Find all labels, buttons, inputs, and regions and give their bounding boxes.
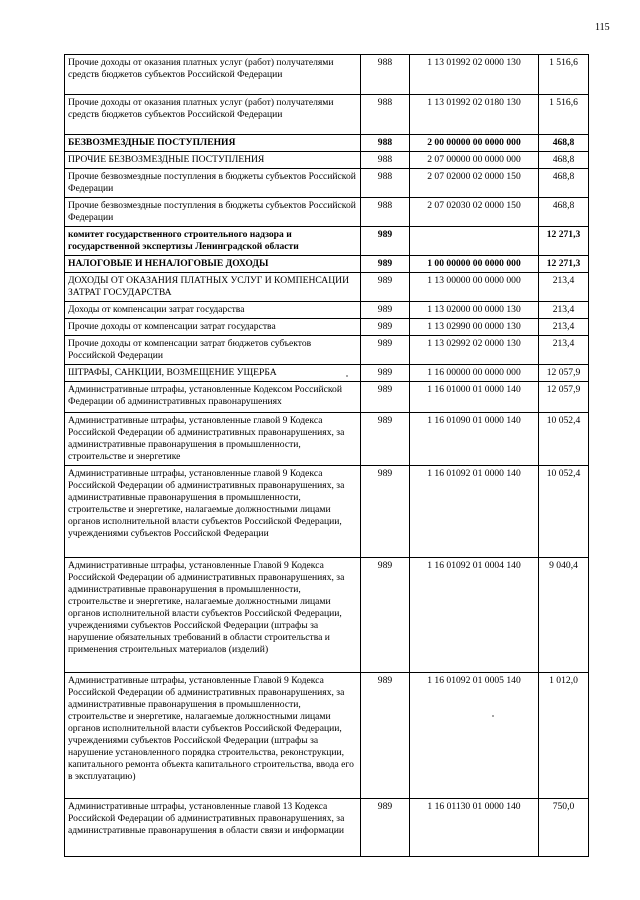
row-name-cell: ПРОЧИЕ БЕЗВОЗМЕЗДНЫЕ ПОСТУПЛЕНИЯ xyxy=(65,152,361,169)
row-sum-cell: 1 516,6 xyxy=(539,95,589,135)
table-row xyxy=(65,336,589,365)
row-name-cell: БЕЗВОЗМЕЗДНЫЕ ПОСТУПЛЕНИЯ xyxy=(65,135,361,152)
row-budget-code-cell: 1 13 02990 00 0000 130 xyxy=(410,319,539,336)
row-admin-code-cell: 989 xyxy=(361,336,410,365)
row-sum-cell: 468,8 xyxy=(539,152,589,169)
table-row xyxy=(65,55,589,95)
row-admin-code-cell: 989 xyxy=(361,256,410,273)
row-admin-code-cell: 989 xyxy=(361,799,410,857)
row-budget-code-cell: 1 16 01092 01 0004 140 xyxy=(410,558,539,673)
row-sum-cell: 468,8 xyxy=(539,135,589,152)
row-admin-code-cell: 989 xyxy=(361,558,410,673)
revenue-table xyxy=(64,54,589,857)
table-row xyxy=(65,302,589,319)
row-name-cell: ШТРАФЫ, САНКЦИИ, ВОЗМЕЩЕНИЕ УЩЕРБА xyxy=(65,365,361,382)
row-name-cell: Административные штрафы, установленные главой 9 Кодекса Российской Федерации об административных правонарушениях, за административные правонарушения в промышленности, строительстве и энергетике, налагаемые должностными лицами органов исполнительной власти субъектов Российской Федерации, учреждениями субъектов Российской Федерации xyxy=(65,466,361,558)
row-budget-code-cell: 2 07 02000 02 0000 150 xyxy=(410,169,539,198)
row-budget-code-cell: 1 13 02992 02 0000 130 xyxy=(410,336,539,365)
row-sum-cell: 10 052,4 xyxy=(539,413,589,466)
table-row xyxy=(65,365,589,382)
row-name-cell: Доходы от компенсации затрат государства xyxy=(65,302,361,319)
row-name-cell: НАЛОГОВЫЕ И НЕНАЛОГОВЫЕ ДОХОДЫ xyxy=(65,256,361,273)
row-admin-code-cell: 988 xyxy=(361,95,410,135)
scan-speck xyxy=(346,375,348,377)
row-budget-code-cell: 2 07 00000 00 0000 000 xyxy=(410,152,539,169)
row-budget-code-cell: 1 13 02000 00 0000 130 xyxy=(410,302,539,319)
row-sum-cell: 213,4 xyxy=(539,319,589,336)
row-admin-code-cell: 989 xyxy=(361,227,410,256)
table-row xyxy=(65,95,589,135)
table-row xyxy=(65,673,589,799)
row-admin-code-cell: 989 xyxy=(361,413,410,466)
table-row xyxy=(65,382,589,413)
row-name-cell: комитет государственного строительного надзора и государственной экспертизы Ленинградской области xyxy=(65,227,361,256)
row-name-cell: Административные штрафы, установленные Главой 9 Кодекса Российской Федерации об административных правонарушениях, за административные правонарушения в промышленности, строительстве и энергетике, налагаемые должностными лицами органов исполнительной власти субъектов Российской Федерации, учреждениями субъектов Российской Федерации (штрафы за нарушение обязательных требований в области строительства и применения строительных материалов (изделий) xyxy=(65,558,361,673)
row-sum-cell: 213,4 xyxy=(539,336,589,365)
table-row xyxy=(65,135,589,152)
row-sum-cell: 10 052,4 xyxy=(539,466,589,558)
row-budget-code-cell: 1 16 01130 01 0000 140 xyxy=(410,799,539,857)
row-sum-cell: 213,4 xyxy=(539,302,589,319)
row-name-cell: Прочие доходы от компенсации затрат бюджетов субъектов Российской Федерации xyxy=(65,336,361,365)
row-budget-code-cell: 1 00 00000 00 0000 000 xyxy=(410,256,539,273)
row-admin-code-cell: 988 xyxy=(361,198,410,227)
row-sum-cell: 213,4 xyxy=(539,273,589,302)
row-admin-code-cell: 989 xyxy=(361,302,410,319)
row-admin-code-cell: 988 xyxy=(361,169,410,198)
row-name-cell: ДОХОДЫ ОТ ОКАЗАНИЯ ПЛАТНЫХ УСЛУГ И КОМПЕНСАЦИИ ЗАТРАТ ГОСУДАРСТВА xyxy=(65,273,361,302)
row-budget-code-cell: 1 16 01092 01 0000 140 xyxy=(410,466,539,558)
table-row xyxy=(65,256,589,273)
row-budget-code-cell: 1 13 00000 00 0000 000 xyxy=(410,273,539,302)
table-row xyxy=(65,466,589,558)
row-admin-code-cell: 989 xyxy=(361,466,410,558)
row-admin-code-cell: 989 xyxy=(361,319,410,336)
row-sum-cell: 468,8 xyxy=(539,169,589,198)
row-sum-cell: 12 057,9 xyxy=(539,365,589,382)
table-row xyxy=(65,319,589,336)
row-budget-code-cell xyxy=(410,227,539,256)
row-budget-code-cell: 1 16 01090 01 0000 140 xyxy=(410,413,539,466)
row-admin-code-cell: 989 xyxy=(361,273,410,302)
row-admin-code-cell: 988 xyxy=(361,152,410,169)
row-budget-code-cell: 1 16 00000 00 0000 000 xyxy=(410,365,539,382)
row-sum-cell: 750,0 xyxy=(539,799,589,857)
row-name-cell: Прочие доходы от оказания платных услуг (работ) получателями средств бюджетов субъектов Российской Федерации xyxy=(65,55,361,95)
row-name-cell: Прочие доходы от компенсации затрат государства xyxy=(65,319,361,336)
row-budget-code-cell: 1 16 01092 01 0005 140 xyxy=(410,673,539,799)
table-row xyxy=(65,227,589,256)
row-budget-code-cell: 1 16 01000 01 0000 140 xyxy=(410,382,539,413)
row-budget-code-cell: 2 00 00000 00 0000 000 xyxy=(410,135,539,152)
row-admin-code-cell: 989 xyxy=(361,365,410,382)
row-budget-code-cell: 2 07 02030 02 0000 150 xyxy=(410,198,539,227)
row-sum-cell: 1 012,0 xyxy=(539,673,589,799)
row-sum-cell: 1 516,6 xyxy=(539,55,589,95)
table-row xyxy=(65,799,589,857)
row-admin-code-cell: 989 xyxy=(361,382,410,413)
row-sum-cell: 12 271,3 xyxy=(539,227,589,256)
row-admin-code-cell: 988 xyxy=(361,135,410,152)
row-budget-code-cell: 1 13 01992 02 0180 130 xyxy=(410,95,539,135)
row-name-cell: Прочие безвозмездные поступления в бюджеты субъектов Российской Федерации xyxy=(65,169,361,198)
table-row xyxy=(65,198,589,227)
row-sum-cell: 12 271,3 xyxy=(539,256,589,273)
row-name-cell: Прочие доходы от оказания платных услуг (работ) получателями средств бюджетов субъектов Российской Федерации xyxy=(65,95,361,135)
row-name-cell: Административные штрафы, установленные главой 9 Кодекса Российской Федерации об административных правонарушениях, за административные правонарушения в промышленности, строительстве и энергетике xyxy=(65,413,361,466)
table-row xyxy=(65,413,589,466)
page-number: 115 xyxy=(595,22,610,33)
table-row xyxy=(65,169,589,198)
row-name-cell: Административные штрафы, установленные главой 13 Кодекса Российской Федерации об административных правонарушениях, за административные правонарушения в области связи и информации xyxy=(65,799,361,857)
scan-speck xyxy=(492,715,494,717)
row-name-cell: Административные штрафы, установленные Кодексом Российской Федерации об административных правонарушениях xyxy=(65,382,361,413)
row-budget-code-cell: 1 13 01992 02 0000 130 xyxy=(410,55,539,95)
table-row xyxy=(65,152,589,169)
row-admin-code-cell: 988 xyxy=(361,55,410,95)
row-sum-cell: 12 057,9 xyxy=(539,382,589,413)
row-name-cell: Прочие безвозмездные поступления в бюджеты субъектов Российской Федерации xyxy=(65,198,361,227)
row-admin-code-cell: 989 xyxy=(361,673,410,799)
row-sum-cell: 9 040,4 xyxy=(539,558,589,673)
table-row xyxy=(65,273,589,302)
row-name-cell: Административные штрафы, установленные Главой 9 Кодекса Российской Федерации об административных правонарушениях, за административные правонарушения в промышленности, строительстве и энергетике, налагаемые должностными лицами органов исполнительной власти субъектов Российской Федерации, учреждениями субъектов Российской Федерации (штрафы за нарушение установленного порядка строительства, реконструкции, капитального ремонта объекта капитального строительства, ввода его в эксплуатацию) xyxy=(65,673,361,799)
row-sum-cell: 468,8 xyxy=(539,198,589,227)
table-row xyxy=(65,558,589,673)
